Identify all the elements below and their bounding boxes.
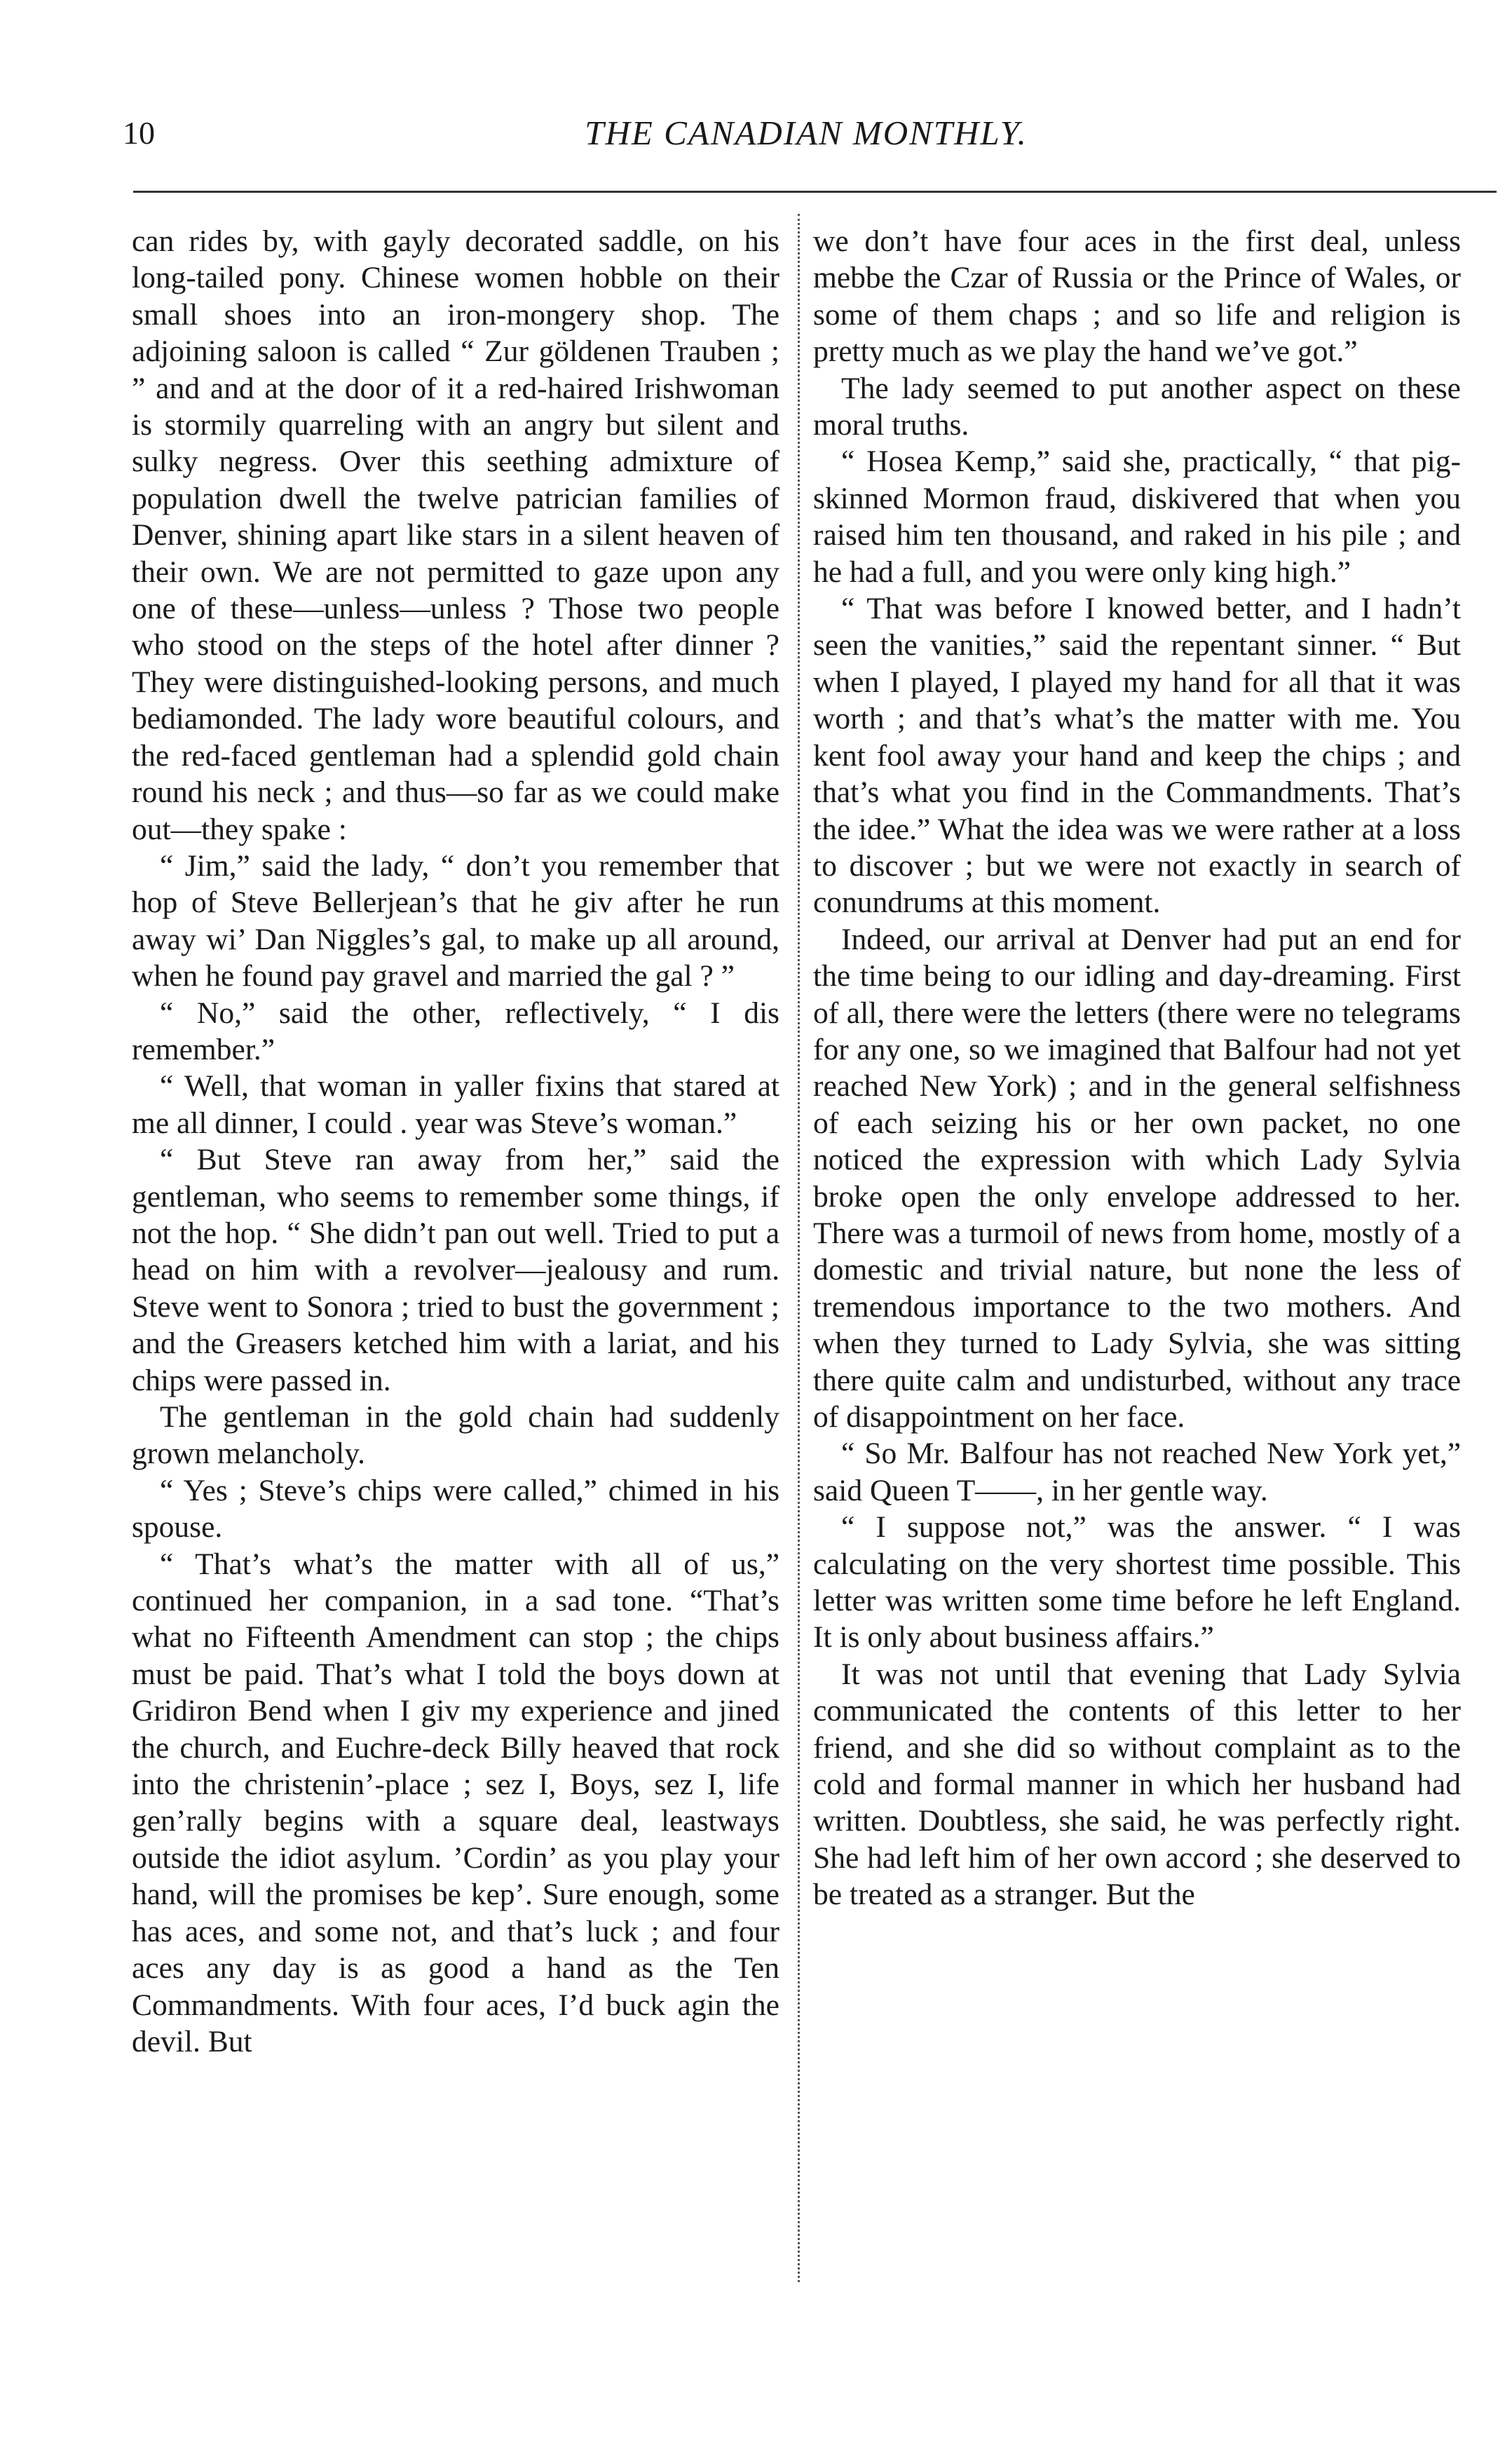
paragraph: “ No,” said the other, reflectively, “ I dis remember.” (132, 996, 779, 1066)
paragraph: “ Hosea Kemp,” said she, practically, “ that pig-skinned Mormon fraud, diskivered that when you raised him ten thousand, and raked in his pile ; and he had a full, and you were only king high.” (813, 445, 1461, 589)
paragraph: can rides by, with gayly decorated saddle, on his long-tailed pony. Chinese women hobble on their small shoes into an iron-mongery shop. The adjoining saloon is called “ Zur göldenen Trauben ; ” and and at the door of it a red-haired Irishwoman is stormily quarreling with an angry but silent and sulky negress. Over this seething admixture of population dwell the twelve patrician families of Denver, shining apart like stars in a silent heaven of their own. We are not permitted to gaze upon any one of these—unless—unless ? Those two people who stood on the steps of the hotel after dinner ? They were distinguished-looking persons, and much bediamonded. The lady wore beautiful colours, and the red-faced gentleman had a splendid gold chain round his neck ; and thus—so far as we could make out—they spake : (132, 224, 779, 846)
paragraph: The lady seemed to put another aspect on these moral truths. (813, 371, 1461, 442)
paragraph: “ Well, that woman in yaller fixins that stared at me all dinner, I could . year was Steve’s woman.” (132, 1069, 779, 1140)
paragraph: “ So Mr. Balfour has not reached New York yet,” said Queen T——, in her gentle way. (813, 1437, 1461, 1507)
right-column (813, 223, 1461, 2361)
paragraph: The gentleman in the gold chain had suddenly grown melancholy. (132, 1400, 779, 1471)
paragraph: “ That was before I knowed better, and I hadn’t seen the vanities,” said the repentant sinner. “ But when I played, I played my hand for all that it was worth ; and that’s what’s the matter with me. You kent fool away your hand and keep the chips ; and that’s what you find in the Commandments. That’s the idee.” What the idea was we were rather at a loss to discover ; but we were not exactly in search of conundrums at this moment. (813, 592, 1461, 920)
journal-title: THE CANADIAN MONTHLY. (585, 114, 1028, 152)
paragraph: “ I suppose not,” was the answer. “ I was calculating on the very shortest time possible. This letter was written some time before he left England. It is only about business affairs.” (813, 1510, 1461, 1655)
header-rule (133, 191, 1497, 193)
left-column (132, 223, 779, 2361)
paragraph: “ But Steve ran away from her,” said the gentleman, who seems to remember some things, if not the hop. “ She didn’t pan out well. Tried to put a head on him with a revolver—jealousy and rum. Steve went to Sonora ; tried to bust the government ; and the Greasers ketched him with a lariat, and his chips were passed in. (132, 1143, 779, 1397)
paragraph: “ Jim,” said the lady, “ don’t you remember that hop of Steve Bellerjean’s that he giv after he run away wi’ Dan Niggles’s gal, to make up all around, when he found pay gravel and married the gal ? ” (132, 848, 779, 993)
running-head (116, 112, 1497, 161)
page-number: 10 (123, 115, 155, 151)
paragraph: “ Yes ; Steve’s chips were called,” chimed in his spouse. (132, 1473, 779, 1545)
paragraph: “ That’s what’s the matter with all of us,” continued her companion, in a sad tone. “That’s what no Fifteenth Amendment can stop ; the chips must be paid. That’s what I told the boys down at Gridiron Bend when I giv my experience and jined the church, and Euchre-deck Billy heaved that rock into the christenin’-place ; sez I, Boys, sez I, life gen’rally begins with a square deal, leastways outside the idiot asylum. ’Cordin’ as you play your hand, will the promises be kep’. Sure enough, some has aces, and some not, and that’s luck ; and four aces any day is as good a hand as the Ten Commandments. With four aces, I’d buck agin the devil. But (132, 1547, 779, 2058)
paragraph: Indeed, our arrival at Denver had put an end for the time being to our idling and day-dreaming. First of all, there were the letters (there were no telegrams for any one, so we imagined that Balfour had not yet reached New York) ; and in the general selfishness of each seizing his or her own packet, no one noticed the expression with which Lady Sylvia broke open the only envelope addressed to her. There was a turmoil of news from home, mostly of a domestic and trivial nature, but none the less of tremendous importance to the two mothers. And when they turned to Lady Sylvia, she was sitting there quite calm and undisturbed, without any trace of disappointment on her face. (813, 922, 1461, 1434)
column-divider (798, 214, 800, 2282)
paragraph: It was not until that evening that Lady Sylvia communicated the contents of this letter to her friend, and she did so without complaint as to the cold and formal manner in which her husband had written. Doubtless, she said, he was perfectly right. She had left him of her own accord ; she deserved to be treated as a stranger. But the (813, 1657, 1461, 1912)
paragraph: we don’t have four aces in the first deal, unless mebbe the Czar of Russia or the Prince of Wales, or some of them chaps ; and so life and religion is pretty much as we play the hand we’ve got.” (813, 224, 1461, 369)
